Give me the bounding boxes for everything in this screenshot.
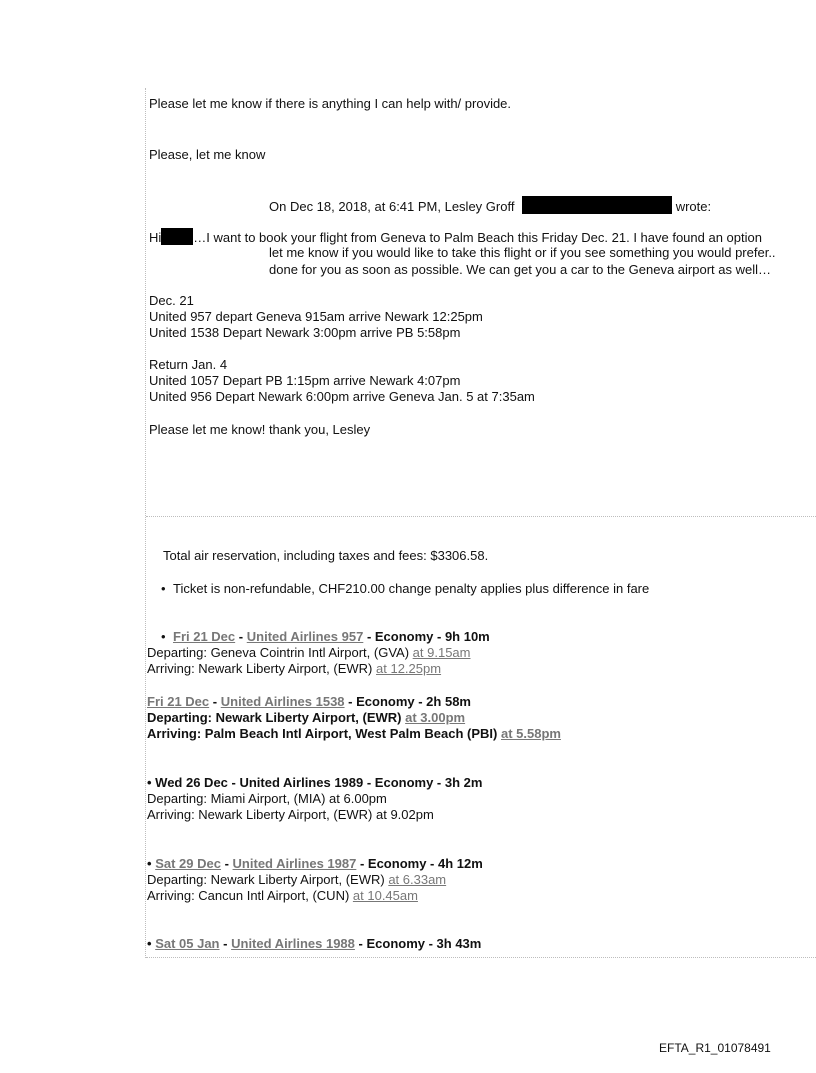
flight-1-class-duration: - Economy - 9h 10m bbox=[366, 629, 490, 644]
return-header: Return Jan. 4 bbox=[149, 357, 228, 372]
flight-5-class-duration: - Economy - 3h 43m bbox=[358, 936, 482, 951]
flight-2-date-link[interactable]: Fri 21 Dec bbox=[147, 694, 210, 709]
flight-3-arriving: Arriving: Newark Liberty Airport, (EWR) at 9.02pm bbox=[147, 807, 434, 822]
flight-3-departing: Departing: Miami Airport, (MIA) at 6.00pm bbox=[147, 791, 387, 806]
greeting-hi: Hi bbox=[149, 230, 162, 245]
return-flight-2: United 956 Depart Newark 6:00pm arrive Geneva Jan. 5 at 7:35am bbox=[149, 389, 535, 404]
email-line-1: Please let me know if there is anything I can help with/ provide. bbox=[149, 96, 512, 111]
body-line-3: done for you as soon as possible. We can get you a car to the Geneva airport as well… bbox=[269, 262, 771, 277]
flight-2-arr-time-link[interactable]: at 5.58pm bbox=[500, 726, 561, 741]
separator: - bbox=[238, 629, 244, 644]
outbound-header: Dec. 21 bbox=[149, 293, 194, 308]
greeting-line bbox=[149, 228, 762, 246]
ticket-note bbox=[161, 581, 649, 597]
flight-1-departing bbox=[147, 645, 471, 661]
frame-bottom-border bbox=[146, 957, 816, 958]
document-id-footer: EFTA_R1_01078491 bbox=[659, 1041, 771, 1055]
flight-4-class-duration: - Economy - 4h 12m bbox=[359, 856, 483, 871]
outbound-flight-1: United 957 depart Geneva 915am arrive Newark 12:25pm bbox=[149, 309, 483, 324]
flight-4-airline-link[interactable]: United Airlines 1987 bbox=[232, 856, 357, 871]
quote-header-suffix: wrote: bbox=[675, 199, 712, 214]
flight-2-arriving bbox=[147, 726, 561, 742]
flight-4-arriving bbox=[147, 888, 418, 904]
redaction-name bbox=[161, 228, 193, 245]
outbound-flight-2: United 1538 Depart Newark 3:00pm arrive PB 5:58pm bbox=[149, 325, 461, 340]
closing-line: Please let me know! thank you, Lesley bbox=[149, 422, 371, 437]
flight-2-dep-time-link[interactable]: at 3.00pm bbox=[405, 710, 466, 725]
email-frame bbox=[145, 88, 816, 958]
return-flight-1: United 1057 Depart PB 1:15pm arrive Newark 4:07pm bbox=[149, 373, 461, 388]
flight-4-header bbox=[147, 856, 483, 872]
flight-1-arriving-text: Arriving: Newark Liberty Airport, (EWR) bbox=[147, 661, 373, 676]
flight-1-airline-link[interactable]: United Airlines 957 bbox=[246, 629, 364, 644]
bullet-icon: • bbox=[147, 856, 152, 871]
flight-2-arriving-text: Arriving: Palm Beach Intl Airport, West Palm Beach (PBI) bbox=[147, 726, 498, 741]
redaction-email bbox=[522, 196, 672, 214]
flight-2-departing-text: Departing: Newark Liberty Airport, (EWR) bbox=[147, 710, 402, 725]
ticket-note-text: Ticket is non-refundable, CHF210.00 change penalty applies plus difference in fare bbox=[173, 581, 650, 596]
flight-2-class-duration: - Economy - 2h 58m bbox=[348, 694, 471, 709]
separator: - bbox=[223, 936, 228, 951]
flight-1-dep-time-link[interactable]: at 9.15am bbox=[412, 645, 471, 660]
email-line-2: Please, let me know bbox=[149, 147, 266, 162]
quote-header bbox=[269, 196, 711, 215]
flight-1-header bbox=[161, 629, 490, 645]
flight-5-header bbox=[147, 936, 481, 952]
flight-5-airline-link[interactable]: United Airlines 1988 bbox=[231, 936, 355, 951]
flight-1-date-link[interactable]: Fri 21 Dec bbox=[173, 629, 236, 644]
separator: - bbox=[224, 856, 229, 871]
flight-4-departing-text: Departing: Newark Liberty Airport, (EWR) bbox=[147, 872, 385, 887]
flight-4-departing bbox=[147, 872, 446, 888]
flight-1-arr-time-link[interactable]: at 12.25pm bbox=[376, 661, 442, 676]
flight-2-header bbox=[147, 694, 471, 710]
reservation-total: Total air reservation, including taxes and fees: $3306.58. bbox=[163, 548, 489, 563]
flight-4-dep-time-link[interactable]: at 6.33am bbox=[388, 872, 447, 887]
greeting-rest: …I want to book your flight from Geneva to Palm Beach this Friday Dec. 21. I have found an option bbox=[193, 230, 762, 245]
body-line-2: let me know if you would like to take this flight or if you see something you would prefer.. bbox=[269, 245, 776, 260]
flight-1-departing-text: Departing: Geneva Cointrin Intl Airport, (GVA) bbox=[147, 645, 410, 660]
separator: - bbox=[212, 694, 218, 709]
flight-1-arriving bbox=[147, 661, 441, 677]
bullet-icon: • bbox=[161, 581, 166, 596]
bullet-icon: • bbox=[161, 629, 166, 644]
flight-4-arr-time-link[interactable]: at 10.45am bbox=[352, 888, 418, 903]
bullet-icon: • bbox=[147, 936, 152, 951]
flight-4-arriving-text: Arriving: Cancun Intl Airport, (CUN) bbox=[147, 888, 350, 903]
flight-2-departing bbox=[147, 710, 465, 726]
flight-4-date-link[interactable]: Sat 29 Dec bbox=[155, 856, 221, 871]
section-divider bbox=[146, 516, 816, 517]
flight-5-date-link[interactable]: Sat 05 Jan bbox=[155, 936, 220, 951]
flight-3-header: • Wed 26 Dec - United Airlines 1989 - Economy - 3h 2m bbox=[147, 775, 483, 790]
quote-header-prefix: On Dec 18, 2018, at 6:41 PM, Lesley Groff bbox=[269, 199, 515, 214]
flight-2-airline-link[interactable]: United Airlines 1538 bbox=[220, 694, 345, 709]
